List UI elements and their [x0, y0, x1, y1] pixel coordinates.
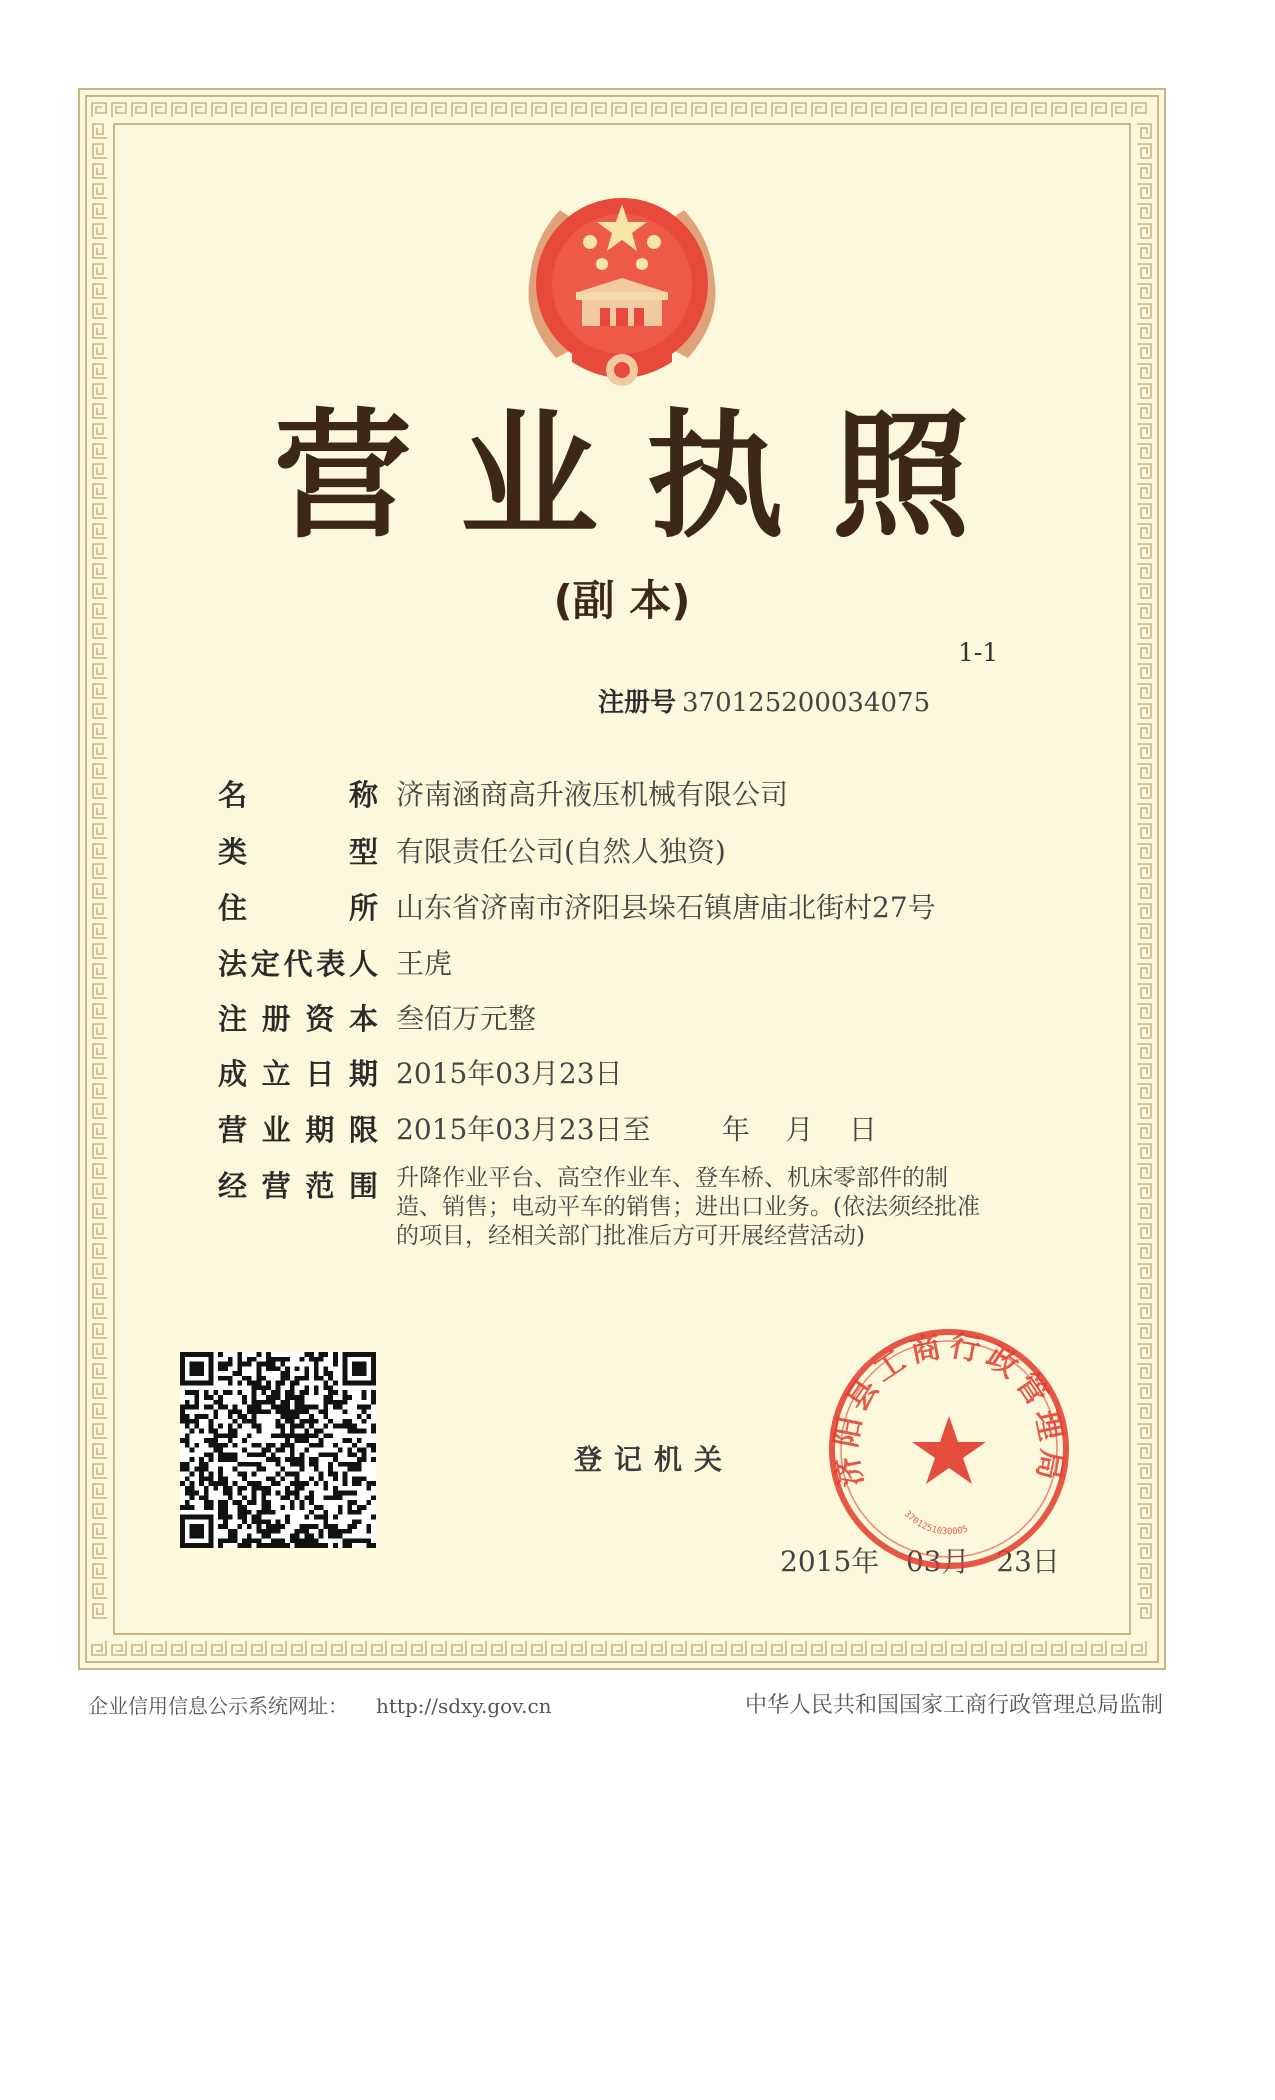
field-label — [218, 773, 378, 814]
field-label-char: 所 — [348, 891, 378, 925]
field-label-char: 业 — [261, 1113, 291, 1147]
field-label — [218, 830, 378, 871]
field-value: 2015年03月23日 — [396, 1057, 623, 1090]
field-label — [218, 942, 378, 983]
field-value: 山东省济南市济阳县垛石镇唐庙北街村27号 — [396, 891, 936, 924]
field-label-char: 类 — [218, 835, 248, 869]
document-subtitle: (副 本) — [553, 576, 691, 625]
footer-supervisor: 中华人民共和国国家工商行政管理总局监制 — [744, 1693, 1163, 1718]
field-label-char: 表 — [316, 947, 346, 981]
field-label-char: 人 — [348, 947, 378, 981]
qr-code-icon — [180, 1352, 376, 1548]
footer-website-url[interactable]: http://sdxy.gov.cn — [376, 1694, 552, 1718]
field-value: 叁佰万元整 — [396, 1002, 537, 1035]
footer-website — [88, 1690, 552, 1719]
registration-number — [598, 682, 930, 719]
copy-number: 1-1 — [958, 638, 999, 667]
field-label — [218, 997, 378, 1038]
field-label-char: 称 — [348, 778, 378, 812]
field-label-char: 经 — [218, 1169, 248, 1203]
field-value: 2015年03月23日至 年 月 日 — [396, 1113, 877, 1146]
seal-code: 3701251030005 — [901, 1509, 970, 1538]
field-label-char: 限 — [348, 1113, 378, 1147]
field-value: 王虎 — [396, 947, 453, 980]
registrar-label: 登记机关 — [574, 1443, 735, 1476]
field-label-char: 营 — [261, 1169, 291, 1203]
issue-date: 2015年 03月 23日 — [780, 1545, 1060, 1578]
field-label-char: 代 — [283, 947, 313, 981]
field-label — [218, 1052, 378, 1093]
field-label-char: 注 — [218, 1002, 248, 1036]
license-certificate — [78, 88, 1166, 1670]
field-label-char: 资 — [305, 1002, 335, 1036]
document-title: 营业执照 — [273, 396, 1018, 557]
field-label-char: 住 — [218, 891, 248, 925]
field-label-char: 定 — [250, 947, 280, 981]
field-label — [218, 886, 378, 927]
field-label-char: 册 — [261, 1002, 291, 1036]
field-label-char: 营 — [218, 1113, 248, 1147]
registration-label: 注册号 — [598, 688, 677, 718]
field-label-char: 法 — [218, 947, 248, 981]
field-label-char: 成 — [218, 1057, 248, 1091]
national-emblem-icon — [516, 180, 728, 402]
seal-text: 济阳县工商行政管理局 — [828, 1328, 1070, 1490]
field-label-char: 日 — [305, 1057, 335, 1091]
field-label-char: 本 — [348, 1002, 378, 1036]
field-label-char: 立 — [261, 1057, 291, 1091]
field-value: 济南涵商高升液压机械有限公司 — [396, 778, 789, 811]
field-label — [218, 1164, 378, 1205]
field-value: 有限责任公司(自然人独资) — [396, 835, 726, 868]
field-label-char: 名 — [218, 778, 248, 812]
field-label — [218, 1108, 378, 1149]
footer-website-label: 企业信用信息公示系统网址： — [88, 1694, 348, 1718]
field-label-char: 期 — [305, 1113, 335, 1147]
field-value: 升降作业平台、高空作业车、登车桥、机床零部件的制造、销售；电动平车的销售；进出口业务。(依法须经批准的项目，经相关部门批准后方可开展经营活动) — [396, 1165, 980, 1249]
field-label-char: 型 — [348, 835, 378, 869]
field-label-char: 期 — [348, 1057, 378, 1091]
field-label-char: 围 — [348, 1169, 378, 1203]
registration-value: 370125200034075 — [682, 688, 931, 718]
field-label-char: 范 — [305, 1169, 335, 1203]
